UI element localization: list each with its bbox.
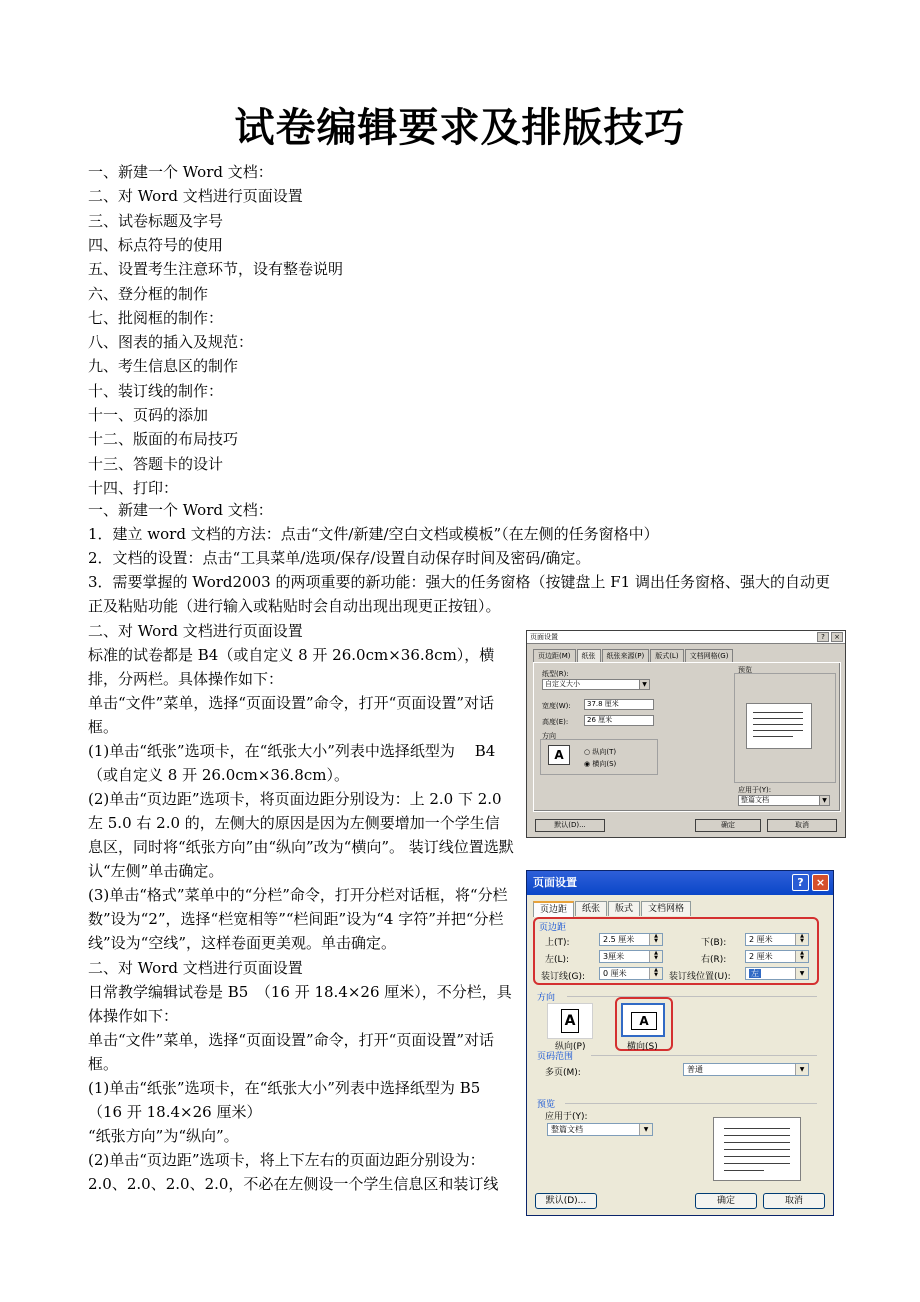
toc-item: 三、试卷标题及字号	[88, 211, 224, 230]
paper-size-value: 自定义大小	[545, 680, 580, 688]
section2a-p5: (3)单击“格式”菜单中的“分栏”命令，打开分栏对话框，将“分栏数”设为“2”，选择“栏宽相等”“栏间距”设为“4 字符”并把“分栏线”设为“空线”，这样卷面更美观。单击确定。	[88, 886, 508, 952]
section1-heading: 一、新建一个 Word 文档：	[88, 501, 273, 519]
help-icon[interactable]: ?	[792, 874, 809, 891]
multi-pages-value: 普通	[687, 1065, 703, 1074]
tab-paper-source[interactable]: 纸张来源(P)	[602, 649, 650, 662]
toc-item: 八、图表的插入及规范：	[88, 333, 254, 352]
toc-item: 六、登分框的制作	[88, 284, 209, 303]
tab-layout[interactable]: 版式	[608, 901, 640, 916]
section2b-heading: 二、对 Word 文档进行页面设置	[88, 959, 303, 977]
bottom-value: 2 厘米	[749, 935, 773, 944]
default-button[interactable]: 默认(D)...	[535, 819, 605, 832]
pages-group-label: 页码范围	[537, 1052, 574, 1062]
right-field[interactable]	[745, 950, 809, 963]
section2b-p5: (2)单击“页边距”选项卡，将上下左右的页面边距分别设为：2.0、2.0、2.0、2.0，不必在左侧设一个学生信息区和装订线	[88, 1151, 499, 1193]
tab-paper[interactable]: 纸张	[575, 901, 607, 916]
chevron-down-icon: ▼	[639, 1124, 652, 1135]
page-setup-dialog-margins	[526, 870, 834, 1216]
preview-page	[713, 1117, 801, 1181]
width-label: 宽度(W):	[542, 702, 571, 710]
margins-group-label: 页边距	[539, 923, 567, 933]
portrait-label: 纵向(P)	[555, 1042, 586, 1052]
right-label: 右(R):	[701, 955, 727, 965]
tab-margins[interactable]: 页边距(M)	[533, 649, 576, 662]
apply-label: 应用于(Y):	[545, 1112, 588, 1122]
chevron-down-icon: ▼	[795, 1064, 808, 1075]
portrait-option[interactable]	[547, 1003, 593, 1039]
spinner-icon[interactable]: ▲ ▼	[649, 934, 662, 945]
chevron-down-icon: ▼	[639, 680, 649, 689]
preview-divider	[565, 1103, 817, 1104]
right-value: 2 厘米	[749, 952, 773, 961]
landscape-a-icon: A	[631, 1012, 657, 1030]
tab-document-grid[interactable]: 文档网格(G)	[685, 649, 734, 662]
apply-select[interactable]	[738, 795, 830, 806]
section2b-p4: “纸张方向”为“纵向”。	[88, 1127, 239, 1145]
top-field[interactable]	[599, 933, 663, 946]
preview-label: 预览	[738, 666, 752, 674]
apply-value: 整篇文档	[741, 796, 769, 804]
section2a-heading: 二、对 Word 文档进行页面设置	[88, 622, 303, 640]
orientation-divider	[567, 996, 817, 997]
orientation-label: 方向	[542, 732, 556, 740]
toc-item: 九、考生信息区的制作	[88, 357, 239, 376]
spinner-icon[interactable]: ▲ ▼	[795, 934, 808, 945]
close-icon[interactable]: ×	[812, 874, 829, 891]
toc-item: 十三、答题卡的设计	[88, 454, 224, 473]
gutter-label: 装订线(G):	[541, 972, 586, 982]
height-label: 高度(E):	[542, 718, 569, 726]
section1-p1: 1．建立 word 文档的方法：点击“文件/新建/空白文档或模板”（在左侧的任务窗格中）	[88, 525, 659, 543]
tab-layout[interactable]: 版式(L)	[650, 649, 683, 662]
chevron-down-icon: ▼	[795, 968, 808, 979]
pages-divider	[591, 1055, 817, 1056]
preview-group-label: 预览	[537, 1100, 556, 1110]
gutter-field[interactable]	[599, 967, 663, 980]
width-value: 37.8 厘米	[587, 700, 619, 708]
section2a-p2: 单击“文件”菜单，选择“页面设置”命令，打开“页面设置”对话框。	[88, 694, 495, 736]
height-value: 26 厘米	[587, 716, 613, 724]
toc-item: 十四、打印：	[88, 478, 179, 497]
top-value: 2.5 厘米	[603, 935, 635, 944]
landscape-option[interactable]	[621, 1003, 665, 1037]
page-setup-dialog-paper	[526, 630, 846, 838]
paper-size-select[interactable]	[542, 679, 650, 690]
width-field[interactable]	[584, 699, 654, 710]
multi-pages-label: 多页(M):	[545, 1068, 581, 1078]
section1-p2: 2．文档的设置：点击“工具菜单/选项/保存/设置自动保存时间及密码/确定。	[88, 549, 591, 567]
spinner-icon[interactable]: ▲ ▼	[649, 951, 662, 962]
cancel-button[interactable]: 取消	[763, 1193, 825, 1209]
height-field[interactable]	[584, 715, 654, 726]
dialog1-panel	[533, 662, 841, 812]
bottom-field[interactable]	[745, 933, 809, 946]
toc-item: 四、标点符号的使用	[88, 235, 224, 254]
toc-item: 十二、版面的布局技巧	[88, 430, 239, 449]
tab-paper[interactable]: 纸张	[577, 649, 601, 662]
gutter-position-value: 左	[751, 969, 759, 978]
toc-item: 七、批阅框的制作：	[88, 308, 224, 327]
portrait-label: 纵向(T)	[592, 748, 617, 756]
chevron-down-icon: ▼	[819, 796, 829, 805]
left-label: 左(L):	[545, 955, 570, 965]
toc-item: 五、设置考生注意环节，设有整卷说明	[88, 260, 344, 279]
apply-value: 整篇文档	[551, 1125, 583, 1134]
tab-document-grid[interactable]: 文档网格	[641, 901, 691, 916]
portrait-a-icon: A	[561, 1009, 579, 1033]
help-icon[interactable]: ?	[817, 632, 829, 642]
section1-p3: 3．需要掌握的 Word2003 的两项重要的新功能：强大的任务窗格（按键盘上 F1 调出任务窗格、强大的自动更正及粘贴功能（进行输入或粘贴时会自动出现出现更正按钮）。	[88, 573, 830, 615]
landscape-label: 横向(S)	[627, 1042, 658, 1052]
toc-item: 一、新建一个 Word 文档：	[88, 163, 273, 181]
toc-item: 十、装订线的制作：	[88, 381, 224, 400]
spinner-icon[interactable]: ▲ ▼	[795, 951, 808, 962]
cancel-button[interactable]: 取消	[767, 819, 837, 832]
section2b-p2: 单击“文件”菜单，选择“页面设置”命令，打开“页面设置”对话框。	[88, 1031, 495, 1073]
dialog2-tabs	[533, 901, 692, 917]
multi-pages-select[interactable]	[683, 1063, 809, 1076]
top-label: 上(T):	[545, 938, 570, 948]
paper-size-label: 纸型(R):	[542, 670, 569, 678]
orientation-group-label: 方向	[537, 993, 556, 1003]
spinner-icon[interactable]: ▲ ▼	[649, 968, 662, 979]
left-value: 3厘米	[603, 952, 625, 961]
apply-label: 应用于(Y):	[738, 786, 772, 794]
section2b-p3: (1)单击“纸张”选项卡，在“纸张大小”列表中选择纸型为 B5（16 开 18.4×26 厘米）	[88, 1079, 481, 1121]
section2a-p3: (1)单击“纸张”选项卡，在“纸张大小”列表中选择纸型为 B4（或自定义 8 开 26.0cm×36.8cm）。	[88, 742, 496, 784]
ok-button[interactable]: 确定	[695, 1193, 757, 1209]
dialog1-title: 页面设置	[527, 631, 845, 644]
close-icon[interactable]: ×	[831, 632, 843, 642]
left-field[interactable]	[599, 950, 663, 963]
dialog1-tabs	[533, 649, 734, 662]
dialog2-title: 页面设置	[527, 871, 833, 895]
gutter-position-label: 装订线位置(U):	[669, 972, 731, 982]
section2b-p1: 日常教学编辑试卷是 B5 （16 开 18.4×26 厘米），不分栏，具体操作如下：	[88, 983, 512, 1025]
apply-select[interactable]	[547, 1123, 653, 1136]
toc-item: 二、对 Word 文档进行页面设置	[88, 187, 303, 206]
default-button[interactable]: 默认(D)...	[535, 1193, 597, 1209]
landscape-radio[interactable]: ◉ 横向(S)	[584, 760, 617, 768]
page-title: 试卷编辑要求及排版技巧	[234, 105, 686, 151]
gutter-position-select[interactable]	[745, 967, 809, 980]
bottom-label: 下(B):	[701, 938, 727, 948]
section2a-p1: 标准的试卷都是 B4（或自定义 8 开 26.0cm×36.8cm），横排，分两栏。具体操作如下：	[88, 646, 495, 688]
gutter-value: 0 厘米	[603, 969, 627, 978]
portrait-radio[interactable]: ○ 纵向(T)	[584, 748, 617, 756]
section2a-p4: (2)单击“页边距”选项卡，将页面边距分别设为：上 2.0 下 2.0 左 5.0 右 2.0 的，左侧大的原因是因为左侧要增加一个学生信息区，同时将“纸张方向”由“纵向”改为“横向”。 装订线位置选默认“左侧”单击确定。	[88, 790, 514, 880]
orientation-a-icon: A	[548, 745, 570, 765]
toc-item: 十一、页码的添加	[88, 406, 209, 424]
ok-button[interactable]: 确定	[695, 819, 761, 832]
tab-margins[interactable]: 页边距	[533, 901, 574, 917]
preview-page	[746, 703, 812, 749]
landscape-label: 横向(S)	[592, 760, 617, 768]
